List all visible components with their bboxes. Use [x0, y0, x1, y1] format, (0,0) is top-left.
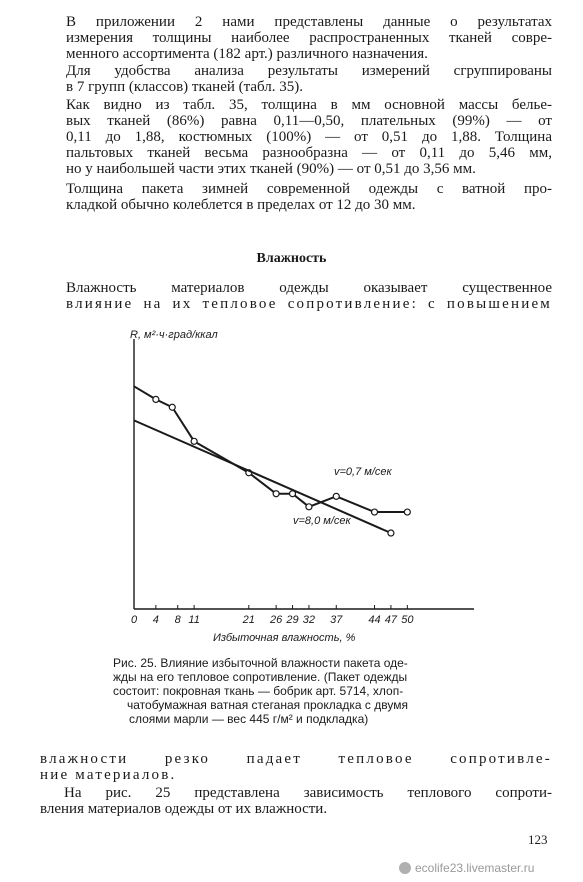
x-tick-label: 50	[401, 614, 414, 626]
y-axis-label: R, м²·ч·град/ккал	[130, 329, 218, 341]
chart-ticks	[131, 605, 414, 626]
series-label-v80: v=8,0 м/сек	[293, 515, 351, 527]
data-point	[388, 530, 394, 536]
data-point	[372, 509, 378, 515]
text-line: влажности резко падает тепловое сопротивле-	[40, 751, 552, 767]
text-line: Как видно из табл. 35, толщина в мм основной массы белье-	[66, 97, 552, 113]
caption-line: слоями марли — вес 445 г/м² и подкладка)	[129, 712, 369, 726]
watermark	[399, 861, 534, 875]
text-line: пальтовых тканей весьма разнообразна — от 0,11 до 5,46 мм,	[66, 145, 552, 161]
x-tick-label: 4	[152, 614, 159, 626]
text-line: ние материалов.	[40, 767, 177, 783]
data-point	[333, 493, 339, 499]
figure-caption	[113, 656, 453, 726]
x-axis-label: Избыточная влажность, %	[213, 632, 356, 644]
caption-line: чатобумажная ватная стеганая прокладка с двумя	[127, 698, 408, 712]
page-number: 123	[528, 832, 548, 847]
paragraph-2	[66, 63, 552, 95]
chart-series	[134, 386, 410, 536]
text-line: менного ассортимента (182 арт.) различного назначения.	[66, 46, 428, 62]
x-tick-label: 26	[270, 614, 283, 626]
x-tick-label: 44	[368, 614, 381, 626]
data-point	[191, 438, 197, 444]
data-point	[169, 404, 175, 410]
text-line: вления материалов одежды от их влажности.	[40, 801, 328, 817]
caption-line: Рис. 25. Влияние избыточной влажности пакета оде-	[113, 656, 408, 670]
text-line: вых тканей (86%) равна 0,11—0,50, плательных (99%) — от	[66, 113, 552, 129]
paragraph-1	[66, 14, 552, 62]
data-point	[153, 396, 159, 402]
closing-paragraph	[40, 785, 552, 817]
text-line: кладкой обычно колеблется в пределах от 12 до 30 мм.	[66, 197, 416, 213]
text-line: влияние на их тепловое сопротивление: с повышением	[66, 296, 552, 312]
text-line: но у наибольшей части этих тканей (90%) — от 0,51 до 3,56 мм.	[66, 161, 476, 177]
data-point	[404, 509, 410, 515]
x-tick-label: 29	[286, 614, 299, 626]
text-line: в 7 групп (классов) тканей (табл. 35).	[66, 79, 304, 95]
text-line: Влажность материалов одежды оказывает существенное	[66, 280, 552, 296]
x-tick-label: 8	[174, 614, 181, 626]
data-point	[306, 504, 312, 510]
x-tick-label: 37	[330, 614, 343, 626]
series-label-v07: v=0,7 м/сек	[334, 466, 392, 478]
humidity-chart	[100, 318, 480, 650]
text-line: На рис. 25 представлена зависимость теплового сопроти-	[64, 785, 552, 801]
section-heading: Влажность	[256, 251, 327, 266]
x-tick-label: 0	[130, 614, 138, 626]
paragraph-3	[66, 97, 552, 177]
text-line: Толщина пакета зимней современной одежды с ватной про-	[66, 181, 552, 197]
text-line: Для удобства анализа результаты измерений сгруппированы	[66, 63, 552, 79]
x-tick-label: 47	[384, 614, 398, 626]
caption-line: жды на его тепловое сопротивление. (Пакет одежды	[113, 670, 408, 684]
data-point	[273, 491, 279, 497]
intro-paragraph	[66, 280, 552, 312]
text-line: измерения толщины наиболее распространенных тканей совре-	[66, 30, 552, 46]
text-line: 0,11 до 1,88, костюмных (100%) — от 0,51 до 1,88. Толщина	[66, 129, 552, 145]
caption-line: состоит: покровная ткань — бобрик арт. 5714, хлоп-	[113, 684, 404, 698]
chart-axes	[134, 339, 474, 609]
paragraph-4	[66, 181, 552, 213]
x-tick-label: 21	[242, 614, 255, 626]
x-tick-label: 32	[302, 614, 316, 626]
watermark-logo-icon	[399, 862, 411, 874]
watermark-text: ecolife23.livemaster.ru	[415, 861, 535, 875]
text-line: В приложении 2 нами представлены данные о результатах	[66, 14, 552, 30]
x-tick-label: 11	[188, 614, 200, 626]
closing-spaced-paragraph	[40, 751, 552, 783]
